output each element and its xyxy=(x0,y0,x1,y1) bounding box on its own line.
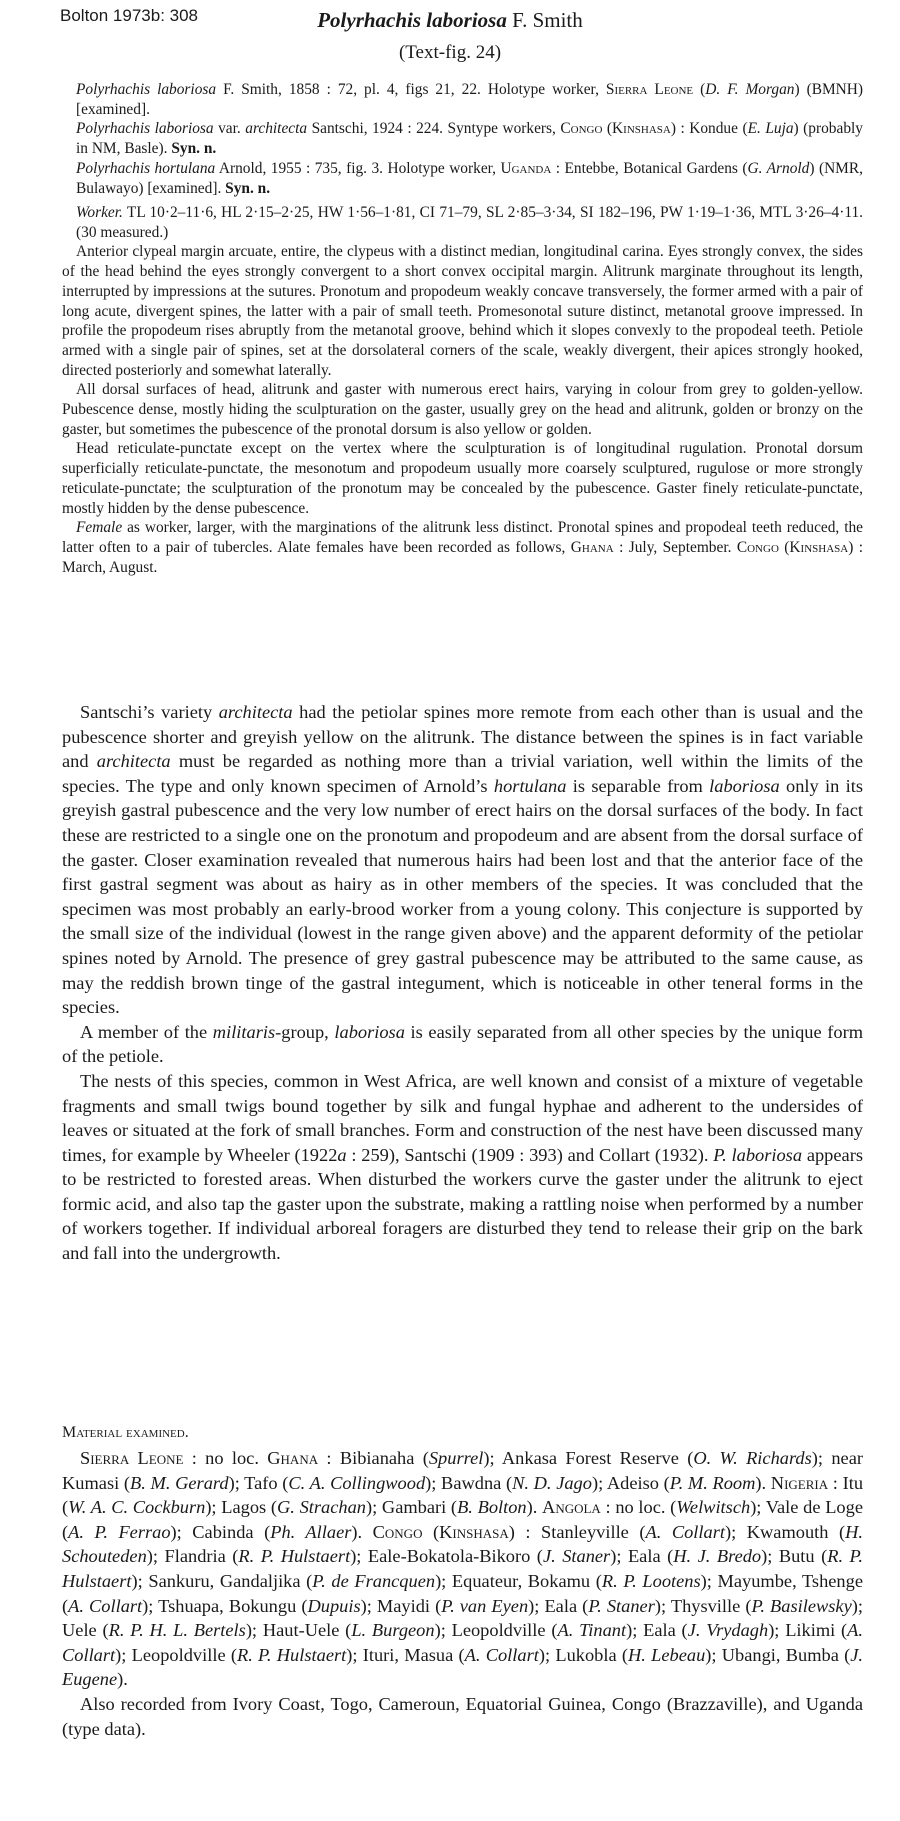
measurements-paragraph: Worker. TL 10·2–11·6, HL 2·15–2·25, HW 1·56–1·81, CI 71–79, SL 2·85–3·34, SI 182–196, PW 1·19–1·36, MTL 3·26–4·11. (30 measured.) xyxy=(76,204,863,241)
worker-description xyxy=(62,203,863,577)
female-paragraph: Female as worker, larger, with the marginations of the alitrunk less distinct. Pronotal spines and propodeal teeth reduced, the latter often to a pair of tubercles. Alate females have been recorded as follows, Ghana : July, September. Congo (Kinshasa) : March, August. xyxy=(62,519,864,576)
synonymy-entry: Polyrhachis hortulana Arnold, 1955 : 735, fig. 3. Holotype worker, Uganda : Entebbe, Botanical Gardens (G. Arnold) (NMR, Bulawayo) [examined]. Syn. n. xyxy=(76,159,863,197)
discussion-paragraph: A member of the militaris-group, laboriosa is easily separated from all other species by the unique form of the petiole. xyxy=(62,1021,863,1067)
text-figure-reference: (Text-fig. 24) xyxy=(398,42,502,63)
description-paragraph: All dorsal surfaces of head, alitrunk and gaster with numerous erect hairs, varying in colour from grey to golden-yellow. Pubescence dense, mostly hiding the sculpturation on the gaster, usually grey on the head and alitrunk, golden or bronzy on the gaster, but sometimes the pubescence of the pronotal dorsum is also yellow or golden. xyxy=(62,381,863,438)
synonymy-entry: Polyrhachis laboriosa var. architecta Santschi, 1924 : 224. Syntype workers, Congo (Kinshasa) : Kondue (E. Luja) (probably in NM, Basle). Syn. n. xyxy=(76,120,863,158)
material-paragraph: Also recorded from Ivory Coast, Togo, Cameroun, Equatorial Guinea, Congo (Brazzaville), and Uganda (type data). xyxy=(62,1693,863,1739)
page-reference: Bolton 1973b: 308 xyxy=(60,6,199,25)
species-name: Polyrhachis laboriosa xyxy=(317,8,507,32)
synonymy-list xyxy=(62,80,863,198)
material-paragraph: Sierra Leone : no loc. Ghana : Bibianaha (Spurrel); Ankasa Forest Reserve (O. W. Richards); near Kumasi (B. M. Gerard); Tafo (C. A. Collingwood); Bawdna (N. D. Jago); Adeiso (P. M. Room). Nigeria : Itu (W. A. C. Cockburn); Lagos (G. Strachan); Gambari (B. Bolton). Angola : no loc. (Welwitsch); Vale de Loge (A. P. Ferrao); Cabinda (Ph. Allaer). Congo (Kinshasa) : Stanleyville (A. Collart); Kwamouth (H. Schouteden); Flandria (R. P. Hulstaert); Eale-Bokatola-Bikoro (J. Staner); Eala (H. J. Bredo); Butu (R. P. Hulstaert); Sankuru, Gandaljika (P. de Francquen); Equateur, Bokamu (R. P. Lootens); Mayumbe, Tshenge (A. Collart); Tshuapa, Bokungu (Dupuis); Mayidi (P. van Eyen); Eala (P. Staner); Thysville (P. Basilewsky); Uele (R. P. H. L. Bertels); Haut-Uele (L. Burgeon); Leopoldville (A. Tinant); Eala (J. Vrydagh); Likimi (A. Collart); Leopoldville (R. P. Hulstaert); Ituri, Masua (A. Collart); Lukobla (H. Lebeau); Ubangi, Bumba (J. Eugene). xyxy=(62,1448,864,1690)
species-title xyxy=(0,8,900,33)
material-section xyxy=(62,1446,863,1741)
description-paragraph: Anterior clypeal margin arcuate, entire, the clypeus with a distinct median, longitudinal carina. Eyes strongly convex, the sides of the head behind the eyes strongly convergent to a short convex occipital margin. Alitrunk marginate throughout its length, interrupted by impressions at the sutures. Pronotum and propodeum weakly concave transversely, the former armed with a pair of long acute, divergent spines, the latter with a pair of small teeth. Promesonotal suture distinct, metanotal groove impressed. In profile the propodeum rises abruptly from the metanotal groove, behind which it slopes convexly to the propodeal teeth. Petiole armed with a single pair of spines, set at the dorsolateral corners of the scale, weakly divergent, their apices strongly hooked, directed posteriorly and somewhat laterally. xyxy=(62,243,863,379)
synonymy-entry: Polyrhachis laboriosa F. Smith, 1858 : 72, pl. 4, figs 21, 22. Holotype worker, Sierra Leone (D. F. Morgan) (BMNH) [examined]. xyxy=(76,81,863,118)
material-heading: Material examined. xyxy=(62,1424,189,1441)
discussion-paragraph: Santschi’s variety architecta had the petiolar spines more remote from each other than is usual and the pubescence shorter and greyish yellow on the alitrunk. The distance between the spines is in fact variable and architecta must be regarded as nothing more than a trivial variation, well within the limits of the species. The type and only known specimen of Arnold’s hortulana is separable from laboriosa only in its greyish gastral pubescence and the very low number of erect hairs on the dorsal surfaces of the body. In fact these are restricted to a single one on the pronotum and propodeum and are absent from the dorsal surface of the gaster. Closer examination revealed that numerous hairs had been lost and that the anterior face of the first gastral segment was about as hairy as in other members of the species. It was concluded that the specimen was most probably an early-brood worker from a young colony. This conjecture is supported by the small size of the individual (lowest in the range given above) and the apparent deformity of the petiolar spines noted by Arnold. The presence of grey gastral pubescence may be attributed to the same cause, as may the reddish brown tinge of the gastral integument, which is noticeable in other teneral forms in the species. xyxy=(62,702,864,1018)
species-author: F. Smith xyxy=(512,8,583,32)
description-paragraph: Head reticulate-punctate except on the vertex where the sculpturation is of longitudinal rugulation. Pronotal dorsum superficially reticulate-punctate, the mesonotum and propodeum usually more coarsely sculptured, rugulose or more strongly reticulate-punctate; the sculpturation of the pronotum may be concealed by the pubescence. Gaster finely reticulate-punctate, mostly hidden by the dense pubescence. xyxy=(62,440,863,517)
discussion-section xyxy=(62,700,863,1266)
discussion-paragraph: The nests of this species, common in West Africa, are well known and consist of a mixture of vegetable fragments and small twigs bound together by silk and fungal hyphae and adherent to the undersides of leaves or situated at the fork of small branches. Form and construction of the nest have been discussed many times, for example by Wheeler (1922a : 259), Santschi (1909 : 393) and Collart (1932). P. laboriosa appears to be restricted to forested areas. When disturbed the workers curve the gaster under the alitrunk to eject formic acid, and also tap the gaster upon the substrate, making a rattling noise when performed by a number of workers together. If individual arboreal foragers are disturbed they tend to release their grip on the bark and fall into the undergrowth. xyxy=(62,1070,863,1264)
